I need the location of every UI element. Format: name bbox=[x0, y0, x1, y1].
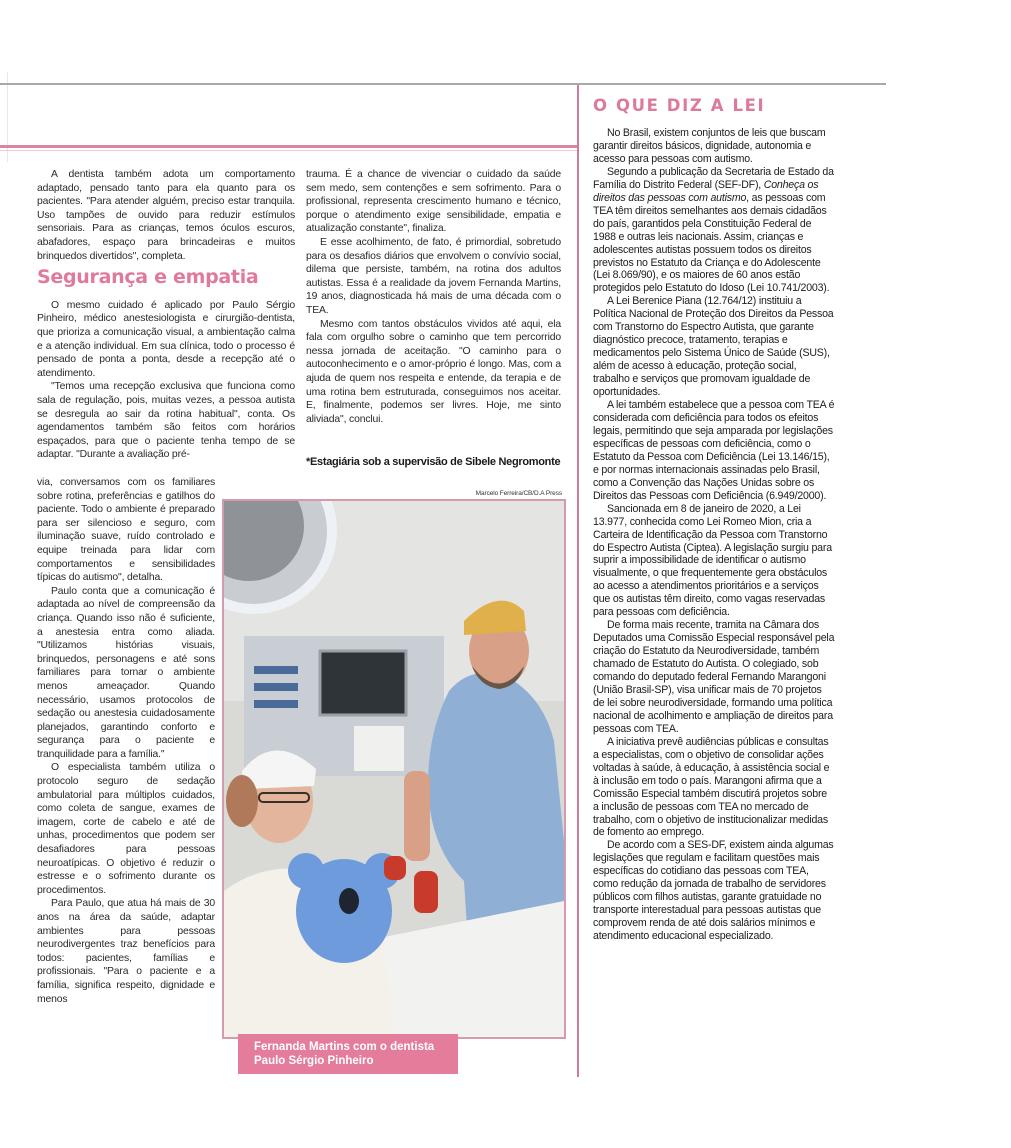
article-paragraph: Mesmo com tantos obstáculos vividos até aqui, ela fala com orgulho sobre o caminho que tem percorrido nessa jornada de aceitação. "O caminho para o autoconhecimento e o amor-próprio é longo. Mas, com a ajuda de quem nos respeita e entende, da terapia e de uma rotina bem estruturada, conseguimos nos aceitar. E, finalmente, podemos ser livres. Hoje, me sinto aliviada", conclui. bbox=[306, 318, 561, 425]
sidebar-title: O QUE DIZ A LEI bbox=[593, 96, 766, 115]
panel-label bbox=[254, 700, 298, 708]
toy-figure bbox=[414, 871, 438, 913]
article-paragraph: O mesmo cuidado é aplicado por Paulo Sérgio Pinheiro, médico anestesiologista e cirurgião-dentista, que prioriza a comunicação visual, a ambientação calma e a atenção individual. Em sua clínica, todo o processo é pensado de ponta a ponta, desde a recepção até o atendimento. bbox=[37, 299, 295, 379]
dentist-arm bbox=[404, 771, 430, 861]
sidebar-paragraph bbox=[593, 166, 835, 296]
article-column-2 bbox=[306, 168, 561, 426]
sidebar-text: Segundo a publicação da Secretaria de Estado da Família do Distrito Federal (SEF-DF), bbox=[593, 165, 834, 191]
article-paragraph: Paulo conta que a comunicação é adaptada ao nível de compreensão da criança. Quando isso não é suficiente, a anestesia entra como aliada. "Utilizamos histórias visuais, brinquedos, personagens e até sons familiares para tornar o ambiente menos ameaçador. Quando necessário, usamos protocolos de sedação ou anestesia cuidadosamente planejados, garantindo conforto e segurança para o paciente e tranquilidade para a família." bbox=[37, 585, 215, 760]
photo-caption-line: Paulo Sérgio Pinheiro bbox=[254, 1055, 374, 1067]
sidebar-paragraph: A Lei Berenice Piana (12.764/12) instituiu a Política Nacional de Proteção dos Direitos da Pessoa com Transtorno do Espectro Autista, que garante diagnóstico precoce, tratamento, terapias e medicamentos pelo Sistema Único de Saúde (SUS), além de acesso à educação, proteção social, trabalho e serviços que promovam igualdade de oportunidades. bbox=[593, 295, 834, 399]
article-paragraph: A dentista também adota um comportamento adaptado, pensado tanto para ela quanto para os pacientes. "Para atender alguém, preciso estar tranquila. Uso tampões de ouvido para reduzir estímulos sensoriais. Para as crianças, temos óculos escuros, abafadores, espaço para brincadeiras e muitos brinquedos divertidos", completa. bbox=[37, 169, 295, 262]
pink-section-rule bbox=[0, 145, 578, 148]
top-rule bbox=[0, 83, 886, 85]
publication-title: Conheça os direitos das pessoas com autismo bbox=[593, 178, 819, 204]
sidebar-paragraph: A iniciativa prevê audiências públicas e consultas a especialistas, com o objetivo de consolidar ações voltadas à saúde, à educação, à assistência social e à inclusão em todo o país. Marangoni afirma que a Comissão Especial também discutirá projetos sobre a inclusão de pessoas com TEA no mercado de trabalho, com o objetivo de institucionalizar medidas de fomento ao emprego. bbox=[593, 735, 830, 839]
plush-koala-nose bbox=[339, 888, 359, 914]
law-sidebar bbox=[593, 96, 835, 943]
toy-figure bbox=[384, 856, 406, 880]
sidebar-body bbox=[593, 127, 835, 943]
sidebar-paragraph: Sancionada em 8 de janeiro de 2020, a Lei 13.977, conhecida como Lei Romeo Mion, cria a Carteira de Identificação da Pessoa com Transtorno do Espectro Autista (Ciptea). A legislação surgiu para suprir a impossibilidade de identificar o autismo visualmente, o que frequentemente gera obstáculos ao acesso a atendimentos prioritários e a serviços que os autistas têm direito, como vagas reservadas para pessoas com deficiência. bbox=[593, 502, 832, 619]
photo-credit: Marcelo Ferreira/CB/D.A Press bbox=[475, 490, 562, 497]
article-paragraph: O especialista também utiliza o protocolo seguro de sedação ambulatorial para múltiplos cuidados, como coleta de sangue, exames de imagem, corte de cabelo e até de unhas, procedimentos que podem ser desafiadores para pessoas neuroatípicas. O objetivo é reduzir o estresse e o sofrimento durante os procedimentos. bbox=[37, 762, 215, 896]
intern-credit-note: *Estagiária sob a supervisão de Sibele Negromonte bbox=[306, 456, 561, 468]
panel-label bbox=[254, 666, 298, 674]
article-paragraph: Para Paulo, que atua há mais de 30 anos na área da saúde, adaptar ambientes para pessoas neurodivergentes traz benefícios para todos: pacientes, famílias e profissionais. "Para o paciente e a família, significa respeito, dignidade e menos bbox=[37, 898, 215, 1005]
anesthesia-machine bbox=[354, 726, 404, 771]
pink-section-rule-thin bbox=[0, 150, 578, 151]
section-subheading: Segurança e empatia bbox=[37, 266, 259, 289]
sidebar-paragraph: A lei também estabelece que a pessoa com TEA é considerada com deficiência para todos os efeitos legais, permitindo que seja amparada por legislações específicas de pessoas com deficiência, como o Estatuto da Pessoa com Deficiência (Lei 13.146/15), e por normas internacionais assinadas pelo Brasil, como a Convenção das Nações Unidas sobre os Direitos das Pessoas com Deficiência (6.949/2000). bbox=[593, 399, 835, 502]
article-paragraph: E esse acolhimento, de fato, é primordial, sobretudo para os desafios diários que envolvem o convívio social, dilema que persiste, também, na rotina dos adultos autistas. Essa é a realidade da jovem Fernanda Martins, 19 anos, diagnosticada há mais de uma década com o TEA. bbox=[306, 236, 561, 316]
photo-caption-line: Fernanda Martins com o dentista bbox=[254, 1041, 435, 1053]
article-column-1 bbox=[37, 168, 295, 462]
photo-illustration bbox=[224, 501, 564, 1037]
article-paragraph: trauma. É a chance de vivenciar o cuidado da saúde sem medo, sem contenções e sem sofrimento. Para o profissional, representa crescimento humano e técnico, porque o atendimento exige sensibilidade, empatia e atualização constante", finaliza. bbox=[306, 169, 561, 235]
page-edge-line bbox=[7, 72, 8, 162]
article-column-1-narrow bbox=[37, 476, 215, 1006]
sidebar-paragraph: De acordo com a SES-DF, existem ainda algumas legislações que regulam e facilitam questões mais específicas do cotidiano das pessoas com TEA, como redução da jornada de trabalho de servidores públicos com filhos autistas, garante gratuidade no transporte interestadual para pessoas autistas que comprovem renda de até dois salários mínimos e atendimento educacional especializado. bbox=[593, 839, 834, 943]
panel-label bbox=[254, 683, 298, 691]
monitor-screen bbox=[320, 651, 406, 715]
sidebar-divider bbox=[577, 85, 579, 1077]
sidebar-text: , as pessoas com TEA têm direitos semelhantes aos demais cidadãos do país, garantidos pela Constituição Federal de 1988 e outras leis nacionais. Assim, crianças e adolescentes autistas possuem todos os direitos previstos no Estatuto da Criança e do Adolescente (Lei 8.069/90), e os maiores de 60 anos estão protegidos pelo Estatuto do Idoso (Lei 10.741/2003). bbox=[593, 191, 830, 295]
article-paragraph: "Temos uma recepção exclusiva que funciona como sala de regulação, pois, muitas vezes, a pessoa autista se desregula ao sair da rotina habitual", conta. Os agendamentos também são feitos com horários espaçados, para que o paciente tenha tempo de se adaptar. "Durante a avaliação pré- bbox=[37, 381, 295, 461]
article-paragraph: via, conversamos com os familiares sobre rotina, preferências e gatilhos do paciente. Todo o ambiente é preparado para ser silencioso e seguro, com iluminação suave, ruído controlado e equipe treinada para lidar com comportamentos e sensibilidades típicas do autismo", detalha. bbox=[37, 477, 215, 584]
photo-caption bbox=[238, 1034, 458, 1074]
patient-headphones bbox=[226, 775, 258, 827]
sidebar-paragraph: No Brasil, existem conjuntos de leis que buscam garantir direitos básicos, dignidade, autonomia e acesso para pessoas com autismo. bbox=[593, 127, 826, 165]
sidebar-paragraph: De forma mais recente, tramita na Câmara dos Deputados uma Comissão Especial responsável pela criação do Estatuto da Neurodiversidade, também chamado de Estatuto do Autista. O colegiado, sob comando do deputado federal Fernando Marangoni (União Brasil-SP), visa unificar mais de 70 projetos de lei sobre neurodiversidade, formando uma política nacional de acolhimento e ampliação de direitos para pessoas com TEA. bbox=[593, 619, 835, 735]
article-photo bbox=[222, 499, 566, 1039]
plush-koala-ear bbox=[288, 853, 324, 889]
